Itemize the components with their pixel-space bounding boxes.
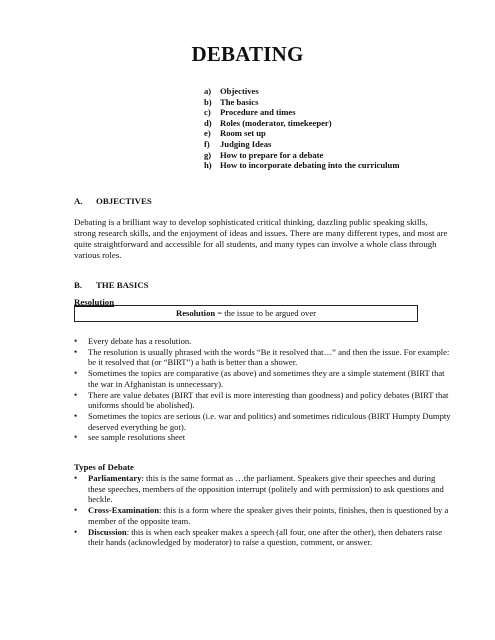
list-item [74, 527, 454, 548]
toc-letter: a) [204, 86, 212, 96]
bullet-icon: • [74, 336, 78, 346]
bullet-icon: • [74, 389, 78, 400]
toc-letter: d) [204, 117, 212, 128]
resolution-heading: Resolution [74, 297, 115, 307]
section-number: B. [74, 280, 83, 290]
toc-item [204, 86, 400, 97]
toc-item [204, 118, 400, 129]
list-item [74, 473, 454, 505]
list-item [74, 505, 454, 526]
list-item-text: The resolution is usually phrased with the words “Be it resolved that…” and then the issue. For example: be it resolved that (or “BIRT”) a bath is better than a shower. [88, 346, 450, 368]
type-description: : this is the same format as …the parliament. Speakers give their speeches and during these speeches, members of the opposition interrupt (politely and with permission) to ask questions and heckle. [88, 473, 444, 505]
toc-item [204, 150, 400, 161]
toc-item [204, 160, 400, 171]
type-term: Cross-Examination [88, 505, 159, 516]
bullet-icon: • [74, 505, 78, 516]
type-term: Parliamentary [88, 473, 142, 483]
toc-item [204, 128, 400, 139]
bullet-icon: • [74, 368, 78, 379]
bullet-icon: • [74, 473, 78, 483]
resolution-term: Resolution [175, 308, 216, 318]
list-item [74, 336, 454, 347]
toc-item [204, 97, 400, 108]
resolution-definition-box [74, 305, 418, 322]
type-term: Discussion [88, 526, 127, 537]
toc-letter: e) [204, 128, 211, 139]
section-heading-objectives [74, 196, 152, 206]
bullet-icon: • [74, 432, 78, 443]
list-item-text: see sample resolutions sheet [88, 432, 186, 443]
list-item-text: Sometimes the topics are serious (i.e. war and politics) and sometimes ridiculous (BIRT Humpty Dumpty deserved everything he got). [88, 410, 451, 432]
page-title: DEBATING [191, 42, 304, 66]
section-title: THE BASICS [96, 280, 149, 290]
toc-letter: b) [204, 96, 212, 107]
objectives-paragraph: Debating is a brilliant way to develop sophisticated critical thinking, dazzling public speaking skills, strong research skills, and the enjoyment of ideas and issues. There are many different types, and most are quite straightforward and accessible for all students, and many types can involve a whole class through various roles. [74, 217, 448, 260]
toc-item [204, 139, 400, 150]
toc-text: Roles (moderator, timekeeper) [220, 117, 332, 128]
bullet-icon: • [74, 346, 78, 357]
table-of-contents [204, 86, 400, 171]
toc-text: Objectives [220, 86, 259, 96]
types-bullet-list [74, 473, 454, 548]
types-heading: Types of Debate [74, 462, 134, 472]
bullet-icon: • [74, 526, 78, 537]
toc-letter: h) [204, 160, 212, 171]
list-item [74, 347, 454, 368]
list-item [74, 432, 454, 443]
toc-text: The basics [220, 96, 259, 107]
list-item-text: Sometimes the topics are comparative (as above) and sometimes they are a simple statement (BIRT that the war in Afghanistan is unnecessary). [88, 368, 445, 389]
resolution-definition: = the issue to be argued over [215, 308, 317, 318]
toc-text: How to prepare for a debate [220, 149, 324, 160]
toc-text: Room set up [220, 128, 266, 139]
basics-bullet-list [74, 336, 454, 443]
toc-letter: f) [204, 138, 210, 149]
toc-text: How to incorporate debating into the curriculum [220, 160, 400, 171]
section-heading-basics [74, 280, 149, 290]
toc-text: Procedure and times [220, 107, 296, 118]
type-description: : this is a form where the speaker gives their points, finishes, then is questioned by a member of the opposite team. [88, 505, 449, 526]
bullet-icon: • [74, 410, 78, 421]
list-item [74, 390, 454, 411]
toc-text: Judging Ideas [220, 138, 272, 149]
toc-item [204, 107, 400, 118]
type-description: : this is when each speaker makes a speech (all four, one after the other), then debaters raise their hands (acknowledged by moderator) to raise a question, comment, or answer. [88, 526, 443, 548]
list-item-text: Every debate has a resolution. [88, 336, 192, 346]
section-title: OBJECTIVES [96, 196, 152, 206]
toc-letter: c) [204, 107, 211, 118]
toc-letter: g) [204, 149, 212, 160]
list-item [74, 368, 454, 389]
section-number: A. [74, 196, 83, 206]
list-item [74, 411, 454, 432]
list-item-text: There are value debates (BIRT that evil is more interesting than goodness) and policy debates (BIRT that uniforms should be abolished). [88, 389, 449, 411]
